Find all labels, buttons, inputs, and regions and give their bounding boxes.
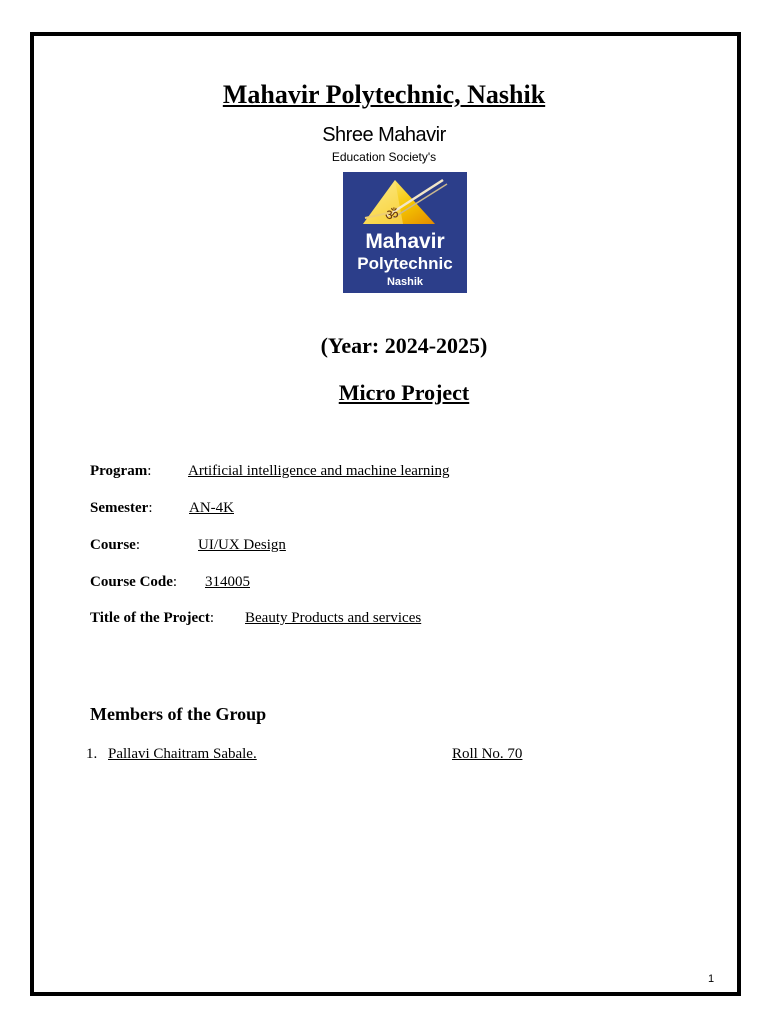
academic-year: (Year: 2024-2025) (320, 333, 488, 358)
field-separator: : (147, 463, 152, 479)
field-label: Semester (90, 500, 149, 516)
field-value: UI/UX Design (198, 537, 286, 553)
logo-society-line2: Education Society's (331, 150, 437, 164)
document-heading: Micro Project (338, 380, 470, 405)
field-project-title (90, 610, 422, 627)
field-value: AN-4K (189, 500, 234, 516)
svg-text:ॐ: ॐ (385, 206, 399, 224)
institute-logo (343, 172, 467, 293)
field-value: 314005 (205, 574, 250, 590)
field-program (90, 463, 450, 480)
field-course-code (90, 574, 250, 591)
field-separator: : (209, 610, 214, 626)
member-number: 1. (86, 746, 98, 762)
field-label: Title of the Project (90, 610, 210, 626)
logo-name-line3: Nashik (386, 276, 424, 288)
field-separator: : (135, 537, 140, 553)
page-number: 1 (708, 973, 715, 985)
member-roll: Roll No. 70 (452, 746, 523, 762)
field-semester (90, 500, 234, 517)
field-value: Beauty Products and services (245, 610, 422, 626)
field-course (90, 537, 286, 554)
institute-title: Mahavir Polytechnic, Nashik (222, 80, 546, 109)
logo-society-line1: Shree Mahavir (322, 124, 446, 146)
field-label: Course (90, 537, 136, 553)
field-separator: : (172, 574, 178, 590)
members-heading: Members of the Group (90, 704, 267, 724)
field-label: Program (90, 463, 148, 479)
member-name: Pallavi Chaitram Sabale. (108, 746, 257, 762)
field-value: Artificial intelligence and machine learning (188, 463, 450, 479)
field-separator: : (148, 500, 153, 516)
field-label: Course Code (90, 574, 173, 590)
logo-name-line2: Polytechnic (357, 254, 453, 273)
logo-name-line1: Mahavir (365, 230, 445, 253)
